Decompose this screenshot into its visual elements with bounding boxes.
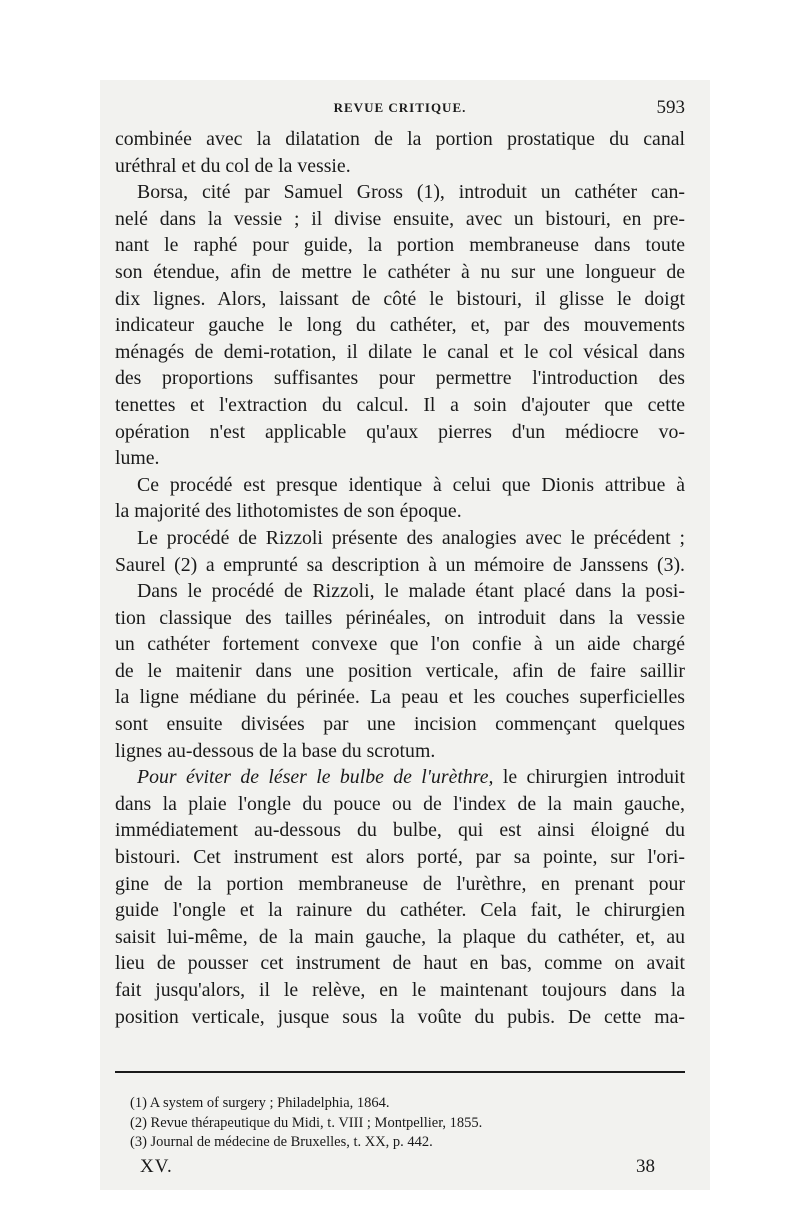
text-line: guide l'ongle et la rainure du cathéter. Cela fait, le chirurgien [115, 899, 685, 922]
text-line: nant le raphé pour guide, la portion membraneuse dans toute [115, 234, 685, 257]
text-line: de le maitenir dans une position verticale, afin de faire saillir [115, 659, 685, 682]
text-line: lume. [115, 447, 160, 470]
text-line: Ce procédé est presque identique à celui que Dionis attribue à [137, 473, 685, 496]
text-line: indicateur gauche le long du cathéter, et, par des mouvements [115, 314, 685, 337]
text-line: immédiatement au-dessous du bulbe, qui est ainsi éloigné du [115, 819, 685, 842]
footnote-1: (1) A system of surgery ; Philadelphia, 1864. [130, 1095, 390, 1111]
text-line: des proportions suffisantes pour permettre l'introduction des [115, 367, 685, 390]
footnote-2: (2) Revue thérapeutique du Midi, t. VIII ; Montpellier, 1855. [130, 1114, 483, 1131]
text-line: opération n'est applicable qu'aux pierres d'un médiocre vo- [115, 420, 685, 443]
text-line: lieu de pousser cet instrument de haut en bas, comme on avait [115, 952, 685, 975]
text-line: sont ensuite divisées par une incision commençant quelques [115, 713, 685, 736]
sheet-number: 38 [636, 1156, 655, 1177]
volume-mark: XV. [140, 1156, 173, 1177]
text-line: gine de la portion membraneuse de l'urèthre, en prenant pour [115, 872, 685, 895]
text-line: fait jusqu'alors, il le relève, en le maintenant toujours dans la [115, 979, 685, 1001]
text-line: combinée avec la dilatation de la portion prostatique du canal [115, 128, 685, 150]
text-line: tion classique des tailles périnéales, on introduit dans la vessie [115, 606, 685, 629]
text-line: position verticale, jusque sous la voûte du pubis. De cette ma- [115, 1005, 685, 1028]
text-line: Borsa, cité par Samuel Gross (1), introduit un cathéter can- [137, 181, 685, 204]
text-line: un cathéter fortement convexe que l'on confie à un aide chargé [115, 633, 685, 656]
text-line: tenettes et l'extraction du calcul. Il a soin d'ajouter que cette [115, 393, 685, 416]
text-line: la majorité des lithotomistes de son époque. [115, 500, 462, 523]
text-line-rest: le chirurgien introduit [502, 766, 685, 789]
text-line: lignes au-dessous de la base du scrotum. [115, 739, 436, 762]
text-line: la ligne médiane du périnée. La peau et les couches superficielles [115, 686, 685, 709]
text-line: nelé dans la vessie ; il divise ensuite, avec un bistouri, en pre- [115, 207, 685, 230]
footnote-rule [115, 1071, 685, 1073]
text-line: saisit lui-même, de la main gauche, la plaque du cathéter, et, au [115, 925, 685, 948]
text-line: Dans le procédé de Rizzoli, le malade étant placé dans la posi- [137, 580, 685, 603]
text-line: uréthral et du col de la vessie. [115, 154, 351, 177]
text-line: dans la plaie l'ongle du pouce ou de l'index de la main gauche, [115, 792, 685, 815]
body-text [115, 126, 685, 1030]
page-number: 593 [656, 97, 685, 118]
text-line-with-italic [115, 764, 685, 791]
running-title: REVUE CRITIQUE. [333, 100, 467, 115]
text-line: son étendue, afin de mettre le cathéter à nu sur une longueur de [115, 260, 685, 283]
text-line: dix lignes. Alors, laissant de côté le bistouri, il glisse le doigt [115, 287, 685, 310]
italic-lead: Pour éviter de léser le bulbe de l'urèthre, [137, 766, 494, 789]
footnote-3: (3) Journal de médecine de Bruxelles, t. XX, p. 442. [130, 1134, 433, 1150]
printer-signature [140, 1156, 680, 1184]
text-line: ménagés de demi-rotation, il dilate le canal et le col vésical dans [115, 340, 685, 363]
running-header [115, 97, 685, 124]
text-line: Saurel (2) a emprunté sa description à un mémoire de Janssens (3). [115, 553, 685, 576]
footnotes [130, 1094, 690, 1153]
text-line: bistouri. Cet instrument est alors porté, par sa pointe, sur l'ori- [115, 846, 685, 869]
text-line: Le procédé de Rizzoli présente des analogies avec le précédent ; [137, 526, 685, 549]
